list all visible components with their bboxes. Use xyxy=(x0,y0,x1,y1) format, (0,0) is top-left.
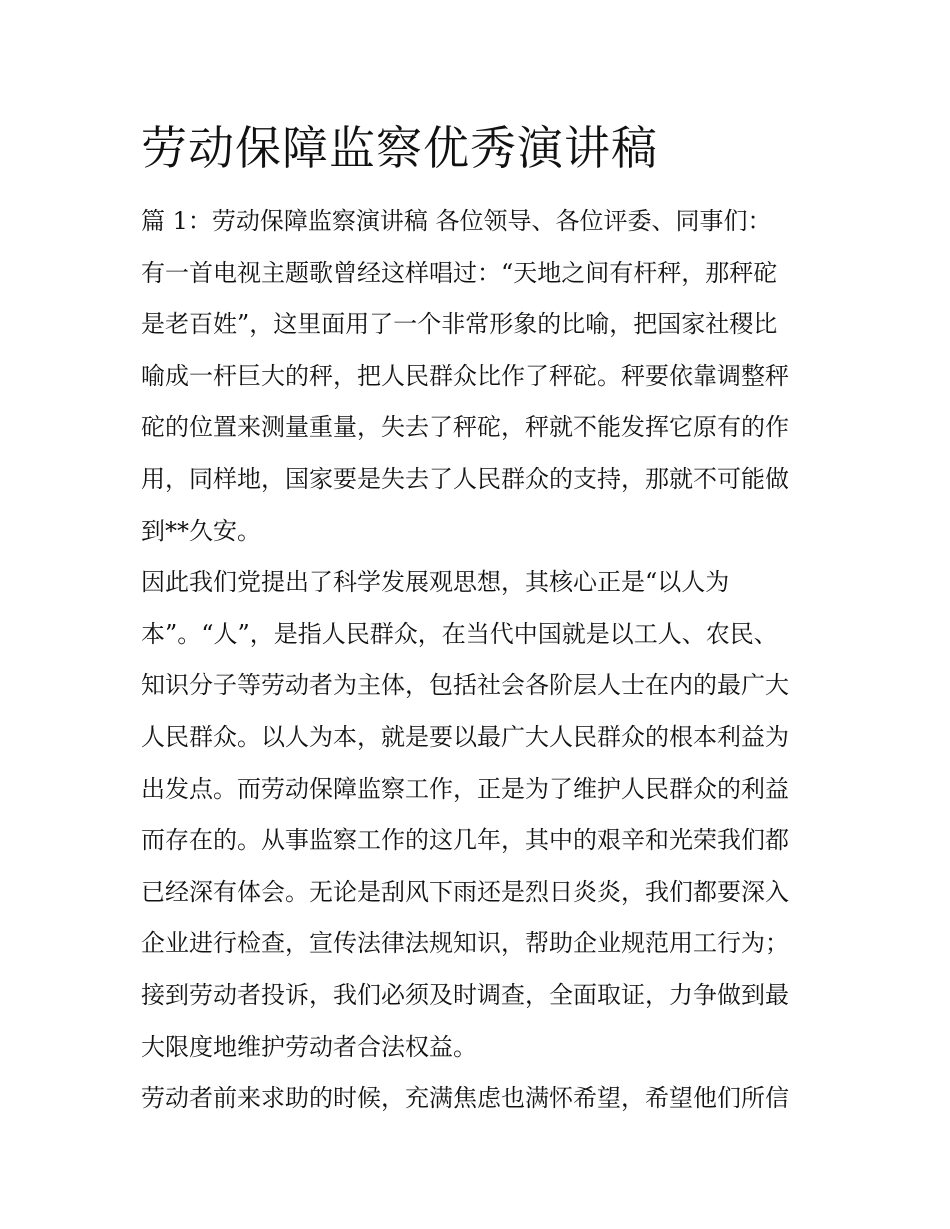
text-line: 喻成一杆巨大的秤，把人民群众比作了秤砣。秤要依靠调整秤 xyxy=(141,361,789,390)
document-body xyxy=(141,196,821,1125)
text-line: 出发点。而劳动保障监察工作，正是为了维护人民群众的利益 xyxy=(141,774,789,803)
text-line: 人民群众。以人为本，就是要以最广大人民群众的根本利益为 xyxy=(141,722,789,751)
text-line: 已经深有体会。无论是刮风下雨还是烈日炎炎，我们都要深入 xyxy=(141,877,789,906)
text-line: 知识分子等劳动者为主体，包括社会各阶层人士在内的最广大 xyxy=(141,671,789,700)
document-title: 劳动保障监察优秀演讲稿 xyxy=(141,121,658,175)
text-line: 企业进行检查，宣传法律法规知识，帮助企业规范用工行为； xyxy=(141,929,789,958)
text-line: 本”。“人”，是指人民群众，在当代中国就是以工人、农民、 xyxy=(141,619,778,648)
text-line: 大限度地维护劳动者合法权益。 xyxy=(141,1032,477,1061)
text-line: 是老百姓”，这里面用了一个非常形象的比喻，把国家社稷比 xyxy=(141,310,778,339)
text-line: 接到劳动者投诉，我们必须及时调查，全面取证，力争做到最 xyxy=(141,980,789,1009)
text-line: 而存在的。从事监察工作的这几年，其中的艰辛和光荣我们都 xyxy=(141,826,789,855)
text-line: 砣的位置来测量重量，失去了秤砣，秤就不能发挥它原有的作 xyxy=(141,413,789,442)
text-line: 篇 1：劳动保障监察演讲稿 各位领导、各位评委、同事们： xyxy=(141,207,772,235)
text-line: 到**久安。 xyxy=(141,516,261,545)
text-line: 有一首电视主题歌曾经这样唱过：“天地之间有杆秤，那秤砣 xyxy=(141,258,778,287)
text-line: 用，同样地，国家要是失去了人民群众的支持，那就不可能做 xyxy=(141,464,789,493)
text-line: 劳动者前来求助的时候，充满焦虑也满怀希望，希望他们所信 xyxy=(141,1084,789,1113)
text-line: 因此我们党提出了科学发展观思想，其核心正是“以人为 xyxy=(141,568,730,597)
